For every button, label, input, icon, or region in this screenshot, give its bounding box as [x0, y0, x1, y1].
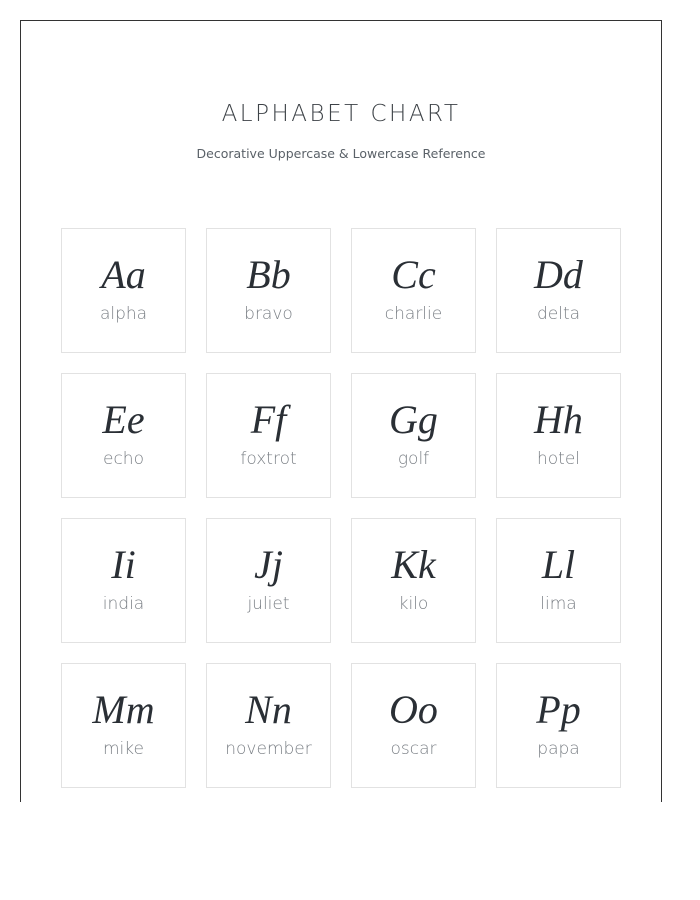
letter-word: juliet	[247, 594, 290, 614]
letter-word: lima	[540, 594, 577, 614]
letter-glyph: Cc	[391, 252, 436, 297]
letter-glyph: Jj	[254, 542, 283, 587]
letter-glyph: Ii	[111, 542, 136, 587]
letter-glyph: Dd	[534, 252, 583, 297]
letter-glyph: Kk	[391, 542, 436, 587]
letter-grid	[61, 228, 621, 788]
letter-glyph: Pp	[536, 687, 581, 732]
letter-card-f	[206, 373, 331, 498]
letter-glyph: Ll	[541, 542, 576, 587]
letter-glyph: Hh	[534, 397, 583, 442]
letter-card-p	[496, 663, 621, 788]
letter-card-n	[206, 663, 331, 788]
letter-glyph: Nn	[245, 687, 292, 732]
letter-card-k	[351, 518, 476, 643]
letter-glyph: Aa	[101, 252, 146, 297]
letter-word: papa	[537, 739, 580, 759]
letter-word: golf	[397, 449, 430, 469]
letter-glyph: Mm	[92, 687, 155, 732]
letter-card-h	[496, 373, 621, 498]
letter-word: bravo	[244, 304, 293, 324]
letter-word: delta	[536, 304, 581, 324]
letter-card-c	[351, 228, 476, 353]
letter-word: november	[225, 739, 312, 759]
letter-word: echo	[103, 449, 144, 469]
letter-card-b	[206, 228, 331, 353]
letter-card-m	[61, 663, 186, 788]
letter-word: kilo	[398, 594, 429, 614]
letter-word: hotel	[536, 449, 581, 469]
letter-glyph: Ee	[102, 397, 145, 442]
letter-word: oscar	[390, 739, 437, 759]
letter-glyph: Gg	[389, 397, 438, 442]
letter-card-a	[61, 228, 186, 353]
letter-card-e	[61, 373, 186, 498]
letter-card-l	[496, 518, 621, 643]
letter-word: charlie	[384, 304, 443, 324]
letter-card-d	[496, 228, 621, 353]
letter-card-o	[351, 663, 476, 788]
letter-word: foxtrot	[240, 449, 297, 469]
letter-card-g	[351, 373, 476, 498]
letter-card-j	[206, 518, 331, 643]
letter-glyph: Bb	[246, 252, 291, 297]
chart-frame	[20, 20, 662, 802]
letter-glyph: Oo	[389, 687, 438, 732]
letter-card-i	[61, 518, 186, 643]
letter-word: mike	[103, 739, 144, 759]
page-subtitle: Decorative Uppercase & Lowercase Reference	[196, 146, 486, 161]
letter-glyph: Ff	[250, 397, 287, 442]
letter-word: alpha	[99, 304, 148, 324]
letter-word: india	[102, 594, 145, 614]
page-title: ALPHABET CHART	[221, 101, 461, 127]
